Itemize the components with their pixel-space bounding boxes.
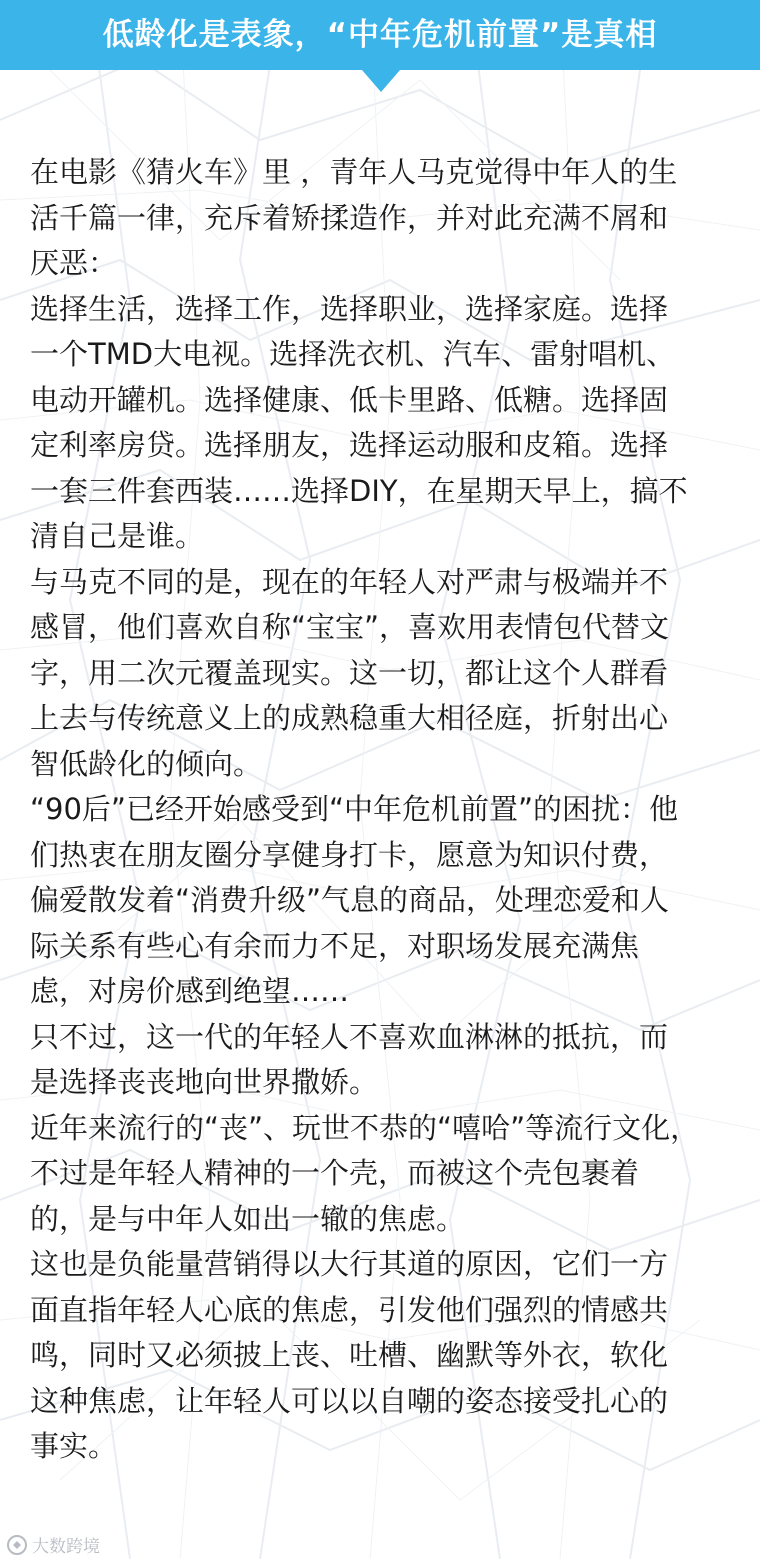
text-line: 是选择丧丧地向世界撒娇。 — [30, 1065, 379, 1099]
text-line: 智低龄化的倾向。 — [30, 746, 263, 781]
text-line: 际关系有些心有余而力不足，对职场发展充满焦 — [30, 928, 640, 963]
text-line: 事实。 — [30, 1429, 118, 1463]
text-line: 定利率房贷。选择朋友，选择运动服和皮箱。选择 — [30, 428, 669, 462]
text-line: 们热衷在朋友圈分享健身打卡，愿意为知识付费， — [30, 837, 669, 872]
text-line: 活千篇一律，充斥着矫揉造作，并对此充满不屑和 — [30, 200, 669, 235]
text-line: 只不过，这一代的年轻人不喜欢血淋淋的抵抗，而 — [30, 1019, 669, 1054]
text-line: “90后”已经开始感受到“中年危机前置”的困扰：他 — [30, 792, 678, 826]
text-line: 字，用二次元覆盖现实。这一切，都让这个人群看 — [30, 655, 669, 690]
brand-logo-icon — [6, 1534, 28, 1556]
text-line: 不过是年轻人精神的一个壳，而被这个壳包裹着 — [30, 1156, 640, 1190]
text-line: 近年来流行的“丧”、玩世不恭的“嘻哈”等流行文化， — [30, 1110, 700, 1145]
text-line: 选择生活，选择工作，选择职业，选择家庭。选择 — [30, 291, 669, 326]
text-line: 感冒，他们喜欢自称“宝宝”，喜欢用表情包代替文 — [30, 610, 670, 644]
watermark-text: 大数跨境 — [32, 1537, 100, 1557]
text-line: 面直指年轻人心底的焦虑，引发他们强烈的情感共 — [30, 1292, 669, 1327]
text-line: 这也是负能量营销得以大行其道的原因，它们一方 — [30, 1247, 669, 1281]
article-body — [30, 150, 730, 1470]
text-line: 的，是与中年人如出一辙的焦虑。 — [30, 1201, 466, 1236]
text-line: 鸣，同时又必须披上丧、吐槽、幽默等外衣，软化 — [30, 1338, 669, 1372]
banner-pointer-arrow — [362, 70, 400, 92]
text-line: 上去与传统意义上的成熟稳重大相径庭，折射出心 — [30, 701, 669, 735]
text-line: 一个TMD大电视。选择洗衣机、汽车、雷射唱机、 — [30, 337, 676, 371]
text-line: 电动开罐机。选择健康、低卡里路、低糖。选择固 — [30, 382, 669, 417]
title-banner — [0, 0, 760, 70]
text-line: 清自己是谁。 — [30, 519, 205, 553]
section-title: 低龄化是表象，“中年危机前置”是真相 — [102, 17, 658, 53]
text-line: 这种焦虑，让年轻人可以以自嘲的姿态接受扎心的 — [30, 1383, 669, 1418]
watermark — [6, 1532, 100, 1557]
text-line: 偏爱散发着“消费升级”气息的商品，处理恋爱和人 — [30, 883, 670, 917]
text-line: 一套三件套西装……选择DIY，在星期天早上，搞不 — [30, 473, 688, 508]
text-line: 厌恶： — [30, 246, 118, 280]
text-line: 虑，对房价感到绝望…… — [30, 974, 350, 1008]
text-line: 在电影《猜火车》里 ，青年人马克觉得中年人的生 — [30, 155, 678, 189]
text-line: 与马克不同的是，现在的年轻人对严肃与极端并不 — [30, 564, 669, 599]
